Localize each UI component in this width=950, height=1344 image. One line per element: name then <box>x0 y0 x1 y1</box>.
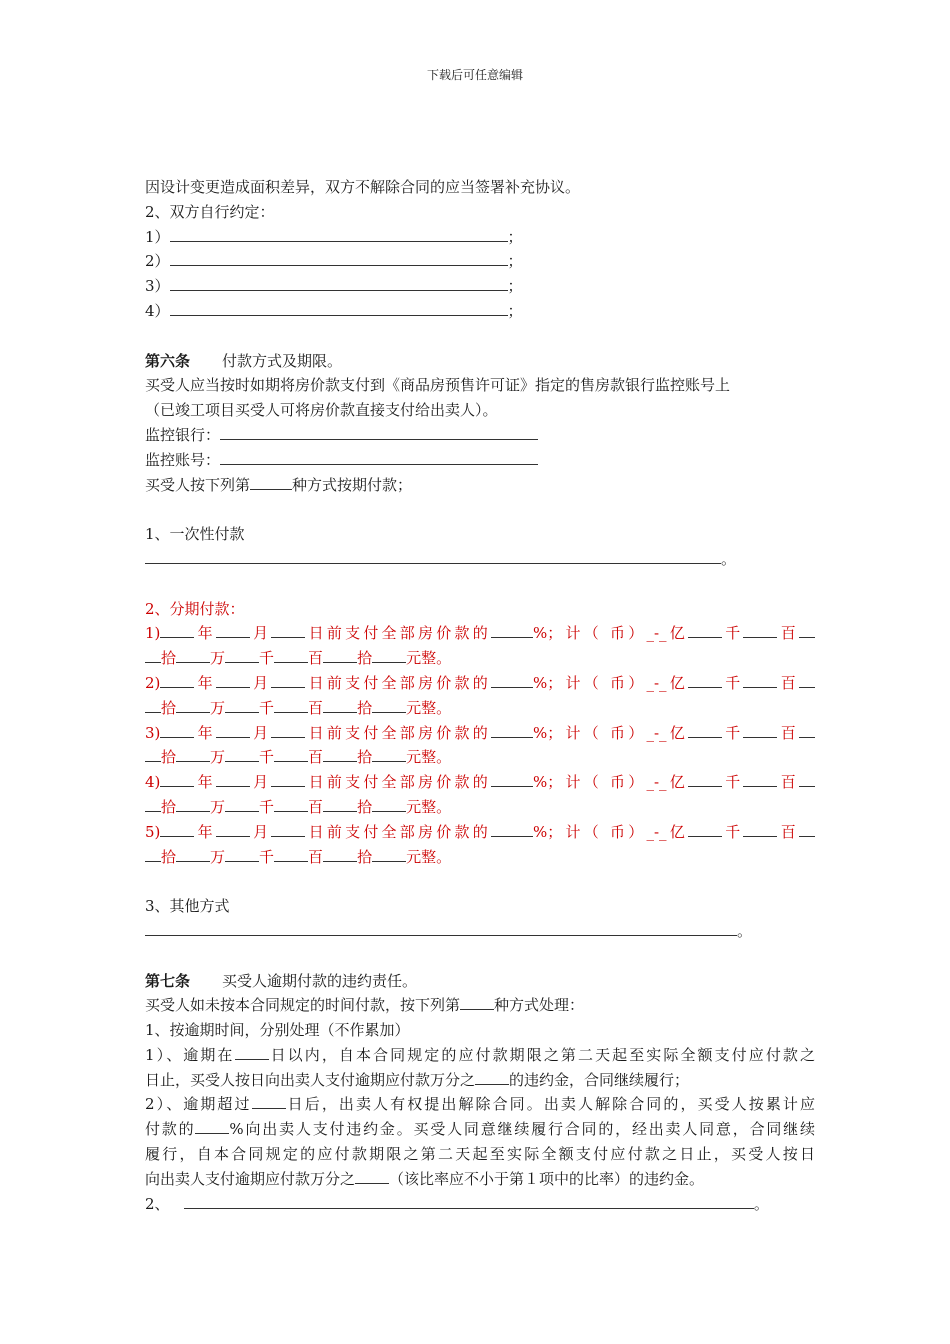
text-fragment: %；计（ <box>532 624 602 643</box>
fill-in-blank <box>170 274 508 291</box>
text-fragment: ； <box>507 301 523 320</box>
article-6-title <box>145 349 815 374</box>
bank-field <box>145 423 815 448</box>
fill-in-blank <box>460 993 494 1010</box>
text-fragment: _-_ <box>646 773 667 792</box>
fill-in-blank <box>323 845 357 862</box>
fill-in-blank <box>688 770 722 787</box>
text-fragment: 亿 <box>666 624 688 643</box>
text-fragment: 的违约金，合同继续履行； <box>509 1070 690 1089</box>
text-fragment: 千 <box>259 748 275 767</box>
fill-in-blank <box>271 721 305 738</box>
fill-in-blank <box>216 621 250 638</box>
fill-in-blank <box>225 646 259 663</box>
text-fragment: 。 <box>753 1194 769 1213</box>
text-fragment: 千 <box>722 673 744 692</box>
fill-in-blank <box>491 770 533 787</box>
text-fragment: 万 <box>210 698 226 717</box>
text-fragment: 元整。 <box>406 748 452 767</box>
document-body <box>145 175 815 1216</box>
fill-in-blank <box>176 795 210 812</box>
fill-in-blank <box>176 646 210 663</box>
text-fragment: 2）、逾期超过 <box>145 1095 252 1114</box>
installment-line-2 <box>145 646 815 671</box>
other-method-blank <box>145 919 815 944</box>
installment-line-2 <box>145 845 815 870</box>
text-fragment: 月 <box>249 624 272 643</box>
agreement-item <box>145 299 815 324</box>
text-fragment: 币） <box>609 723 647 742</box>
installment-line <box>145 671 815 696</box>
text-fragment: 拾 <box>357 748 373 767</box>
text-fragment: %；计（ <box>532 822 602 841</box>
fill-in-blank <box>271 671 305 688</box>
fill-in-blank <box>235 1043 269 1060</box>
intro-line: 因设计变更造成面积差异，双方不解除合同的应当签署补充协议。 <box>145 178 581 196</box>
text-fragment: 月 <box>249 673 272 692</box>
fill-in-blank <box>220 448 538 465</box>
text-fragment: 日前支付全部房价款的 <box>305 673 491 692</box>
fill-in-blank <box>372 745 406 762</box>
text-fragment: 千 <box>259 649 275 668</box>
text-fragment: 百 <box>777 723 799 742</box>
fill-in-blank <box>216 820 250 837</box>
text-fragment: 万 <box>210 649 226 668</box>
text-fragment: _-_ <box>646 673 667 692</box>
text-fragment: ； <box>507 227 523 246</box>
fill-in-blank <box>184 1192 754 1209</box>
text-fragment: 2） <box>145 252 170 271</box>
text-fragment: 年 <box>194 723 216 742</box>
installment-line-2 <box>145 745 815 770</box>
article-6-para: 买受人应当按时如期将房价款支付到《商品房预售许可证》指定的售房款银行监控账号上 <box>145 376 731 395</box>
text-fragment: 拾 <box>357 698 373 717</box>
text-fragment: 百 <box>308 847 324 866</box>
installment-line <box>145 621 815 646</box>
fill-in-blank <box>372 795 406 812</box>
fill-in-blank <box>252 1092 286 1109</box>
fill-in-blank <box>274 696 308 713</box>
fill-in-blank <box>271 621 305 638</box>
text-fragment: 拾 <box>161 649 177 668</box>
text-fragment: %；计（ <box>532 723 602 742</box>
fill-in-blank <box>176 845 210 862</box>
fill-in-blank <box>176 696 210 713</box>
text-fragment: 币） <box>609 822 647 841</box>
text-fragment: 1）、逾期在 <box>145 1045 235 1064</box>
article-7-para: 1、按逾期时间，分别处理（不作累加） <box>145 1021 410 1040</box>
text-fragment: _-_ <box>646 624 667 643</box>
text-fragment: %向出卖人支付违约金。买受人同意继续履行合同的，经出卖人同意，合同继续 <box>229 1120 815 1139</box>
text-fragment: 百 <box>777 773 799 792</box>
fill-in-blank <box>160 721 194 738</box>
text-fragment: 万 <box>210 748 226 767</box>
agreement-item <box>145 249 815 274</box>
text-fragment: 拾 <box>357 797 373 816</box>
fill-in-blank <box>799 621 815 638</box>
fill-in-blank <box>323 646 357 663</box>
fill-in-blank <box>274 795 308 812</box>
text-fragment: 币） <box>609 773 647 792</box>
fill-in-blank <box>323 745 357 762</box>
text-fragment: 万 <box>210 797 226 816</box>
fill-in-blank <box>195 1117 229 1134</box>
agreement-item <box>145 274 815 299</box>
fill-in-blank <box>216 721 250 738</box>
other-method-heading: 3、其他方式 <box>145 897 230 916</box>
article-6-para: （已竣工项目买受人可将房价款直接支付给出卖人）。 <box>145 401 498 420</box>
article-7-para: 履行，自本合同规定的应付款期限之第二天起至实际全额支付应付款之日止，买受人按日 <box>145 1145 815 1164</box>
text-fragment: 日前支付全部房价款的 <box>305 773 491 792</box>
installment-line <box>145 721 815 746</box>
fill-in-blank <box>688 621 722 638</box>
fill-in-blank <box>216 770 250 787</box>
text-fragment: 日以内，自本合同规定的应付款期限之第二天起至实际全额支付应付款之 <box>268 1045 815 1064</box>
installments <box>145 597 815 870</box>
text-fragment: 亿 <box>666 822 688 841</box>
fill-in-blank <box>491 721 533 738</box>
text-fragment: 万 <box>210 847 226 866</box>
agreement-item <box>145 225 815 250</box>
text-fragment: 拾 <box>161 847 177 866</box>
fill-in-blank <box>274 745 308 762</box>
text-fragment: 月 <box>249 773 272 792</box>
text-fragment: 千 <box>722 723 744 742</box>
fill-in-blank <box>145 547 721 564</box>
text-fragment: 1) <box>145 624 161 643</box>
page-header: 下载后可任意编辑 <box>426 68 523 82</box>
fill-in-blank <box>372 696 406 713</box>
text-fragment: ； <box>507 252 523 271</box>
lump-sum-heading: 1、一次性付款 <box>145 525 245 544</box>
fill-in-blank <box>688 671 722 688</box>
fill-in-blank <box>274 646 308 663</box>
fill-in-blank <box>160 671 194 688</box>
text-fragment: 付款的 <box>145 1120 196 1139</box>
text-fragment: 元整。 <box>406 698 452 717</box>
text-fragment: 4) <box>145 773 161 792</box>
text-fragment: 拾 <box>161 797 177 816</box>
text-fragment: 千 <box>722 822 744 841</box>
fill-in-blank <box>170 225 508 242</box>
fill-in-blank <box>743 770 777 787</box>
fill-in-blank <box>216 671 250 688</box>
fill-in-blank <box>145 745 161 762</box>
fill-in-blank <box>145 696 161 713</box>
text-fragment: 买受人如未按本合同规定的时间付款，按下列第 <box>145 996 461 1015</box>
installment-line <box>145 770 815 795</box>
text-fragment: 亿 <box>666 673 688 692</box>
article-7-para <box>145 1068 815 1093</box>
fill-in-blank <box>491 621 533 638</box>
article-7-para <box>145 993 815 1018</box>
fill-in-blank <box>799 721 815 738</box>
text-fragment: 百 <box>308 698 324 717</box>
text-fragment: （该比率应不小于第１项中的比率）的违约金。 <box>389 1169 705 1188</box>
fill-in-blank <box>271 770 305 787</box>
text-fragment: 千 <box>722 773 744 792</box>
payment-method-line <box>145 473 815 498</box>
fill-in-blank <box>372 646 406 663</box>
text-fragment: _-_ <box>646 723 667 742</box>
fill-in-blank <box>743 621 777 638</box>
text-fragment: 千 <box>722 624 744 643</box>
text-fragment: 日前支付全部房价款的 <box>305 723 491 742</box>
text-fragment: %；计（ <box>532 773 602 792</box>
spacer <box>145 869 815 894</box>
text-fragment: 元整。 <box>406 797 452 816</box>
fill-in-blank <box>145 646 161 663</box>
fill-in-blank <box>799 820 815 837</box>
fill-in-blank <box>323 795 357 812</box>
text-fragment: 千 <box>259 797 275 816</box>
article-7-para <box>145 1167 815 1192</box>
text-fragment: 日后，出卖人有权提出解除合同。出卖人解除合同的，买受人按累计应 <box>285 1095 815 1114</box>
fill-in-blank <box>491 671 533 688</box>
text-fragment: 月 <box>249 723 272 742</box>
installment-line-2 <box>145 795 815 820</box>
text-fragment: _-_ <box>646 822 667 841</box>
fill-in-blank <box>170 299 508 316</box>
text-fragment: 月 <box>249 822 272 841</box>
text-fragment: 年 <box>194 673 216 692</box>
text-fragment: 向出卖人支付逾期应付款万分之 <box>145 1169 356 1188</box>
fill-in-blank <box>145 919 737 936</box>
text-fragment: 年 <box>194 773 216 792</box>
text-fragment: 元整。 <box>406 649 452 668</box>
text-fragment: 千 <box>259 847 275 866</box>
text-fragment: 亿 <box>666 723 688 742</box>
article-7-para <box>145 1092 815 1117</box>
fill-in-blank <box>355 1167 389 1184</box>
text-fragment: 4） <box>145 301 170 320</box>
text-fragment: ； <box>507 277 523 296</box>
fill-in-blank <box>743 721 777 738</box>
spacer <box>145 944 815 969</box>
text-fragment: 种方式处理： <box>494 996 585 1015</box>
text-fragment: 拾 <box>161 748 177 767</box>
lump-sum-blank <box>145 547 815 572</box>
text-fragment: 第七条 <box>145 971 191 990</box>
text-fragment: 币） <box>609 624 647 643</box>
text-fragment: 5) <box>145 822 161 841</box>
fill-in-blank <box>225 745 259 762</box>
text-fragment: 监控银行： <box>145 425 221 444</box>
intro-subhead: 2、双方自行约定： <box>145 202 275 221</box>
article-7-item-2 <box>145 1192 815 1217</box>
text-fragment: 2、 <box>145 1194 170 1213</box>
spacer <box>145 572 815 597</box>
fill-in-blank <box>688 721 722 738</box>
text-fragment: 千 <box>259 698 275 717</box>
spacer <box>145 497 815 522</box>
fill-in-blank <box>271 820 305 837</box>
spacer <box>145 324 815 349</box>
text-fragment: 年 <box>194 624 216 643</box>
text-fragment: 百 <box>777 624 799 643</box>
text-fragment: 买受人逾期付款的违约责任。 <box>222 971 418 990</box>
text-fragment: 拾 <box>357 649 373 668</box>
text-fragment: 拾 <box>161 698 177 717</box>
text-fragment: 3） <box>145 277 170 296</box>
fill-in-blank <box>372 845 406 862</box>
text-fragment: 付款方式及期限。 <box>222 351 343 370</box>
account-field <box>145 448 815 473</box>
fill-in-blank <box>491 820 533 837</box>
article-7-para <box>145 1043 815 1068</box>
fill-in-blank <box>743 820 777 837</box>
fill-in-blank <box>225 795 259 812</box>
fill-in-blank <box>170 249 508 266</box>
fill-in-blank <box>250 473 292 490</box>
text-fragment: 日前支付全部房价款的 <box>305 624 491 643</box>
text-fragment: 元整。 <box>406 847 452 866</box>
text-fragment: 1） <box>145 227 170 246</box>
text-fragment: 亿 <box>666 773 688 792</box>
text-fragment: 种方式按期付款； <box>292 475 413 494</box>
text-fragment: 买受人按下列第 <box>145 475 251 494</box>
text-fragment: 日止，买受人按日向出卖人支付逾期应付款万分之 <box>145 1070 476 1089</box>
text-fragment: %；计（ <box>532 673 602 692</box>
fill-in-blank <box>225 845 259 862</box>
fill-in-blank <box>220 423 538 440</box>
fill-in-blank <box>743 671 777 688</box>
installment-line-2 <box>145 696 815 721</box>
text-fragment: 日前支付全部房价款的 <box>305 822 491 841</box>
article-7-para <box>145 1117 815 1142</box>
text-fragment: 币） <box>609 673 647 692</box>
fill-in-blank <box>688 820 722 837</box>
text-fragment: 百 <box>777 822 799 841</box>
fill-in-blank <box>145 845 161 862</box>
text-fragment: 拾 <box>357 847 373 866</box>
fill-in-blank <box>145 795 161 812</box>
text-fragment: 监控账号： <box>145 450 221 469</box>
fill-in-blank <box>274 845 308 862</box>
text-fragment: 。 <box>737 921 753 940</box>
text-fragment: 2) <box>145 673 161 692</box>
text-fragment: 百 <box>308 797 324 816</box>
text-fragment: 3) <box>145 723 161 742</box>
fill-in-blank <box>225 696 259 713</box>
installment-line <box>145 820 815 845</box>
fill-in-blank <box>475 1068 509 1085</box>
text-fragment: 百 <box>777 673 799 692</box>
text-fragment: 百 <box>308 748 324 767</box>
text-fragment: 第六条 <box>145 351 191 370</box>
fill-in-blank <box>799 671 815 688</box>
fill-in-blank <box>799 770 815 787</box>
fill-in-blank <box>160 621 194 638</box>
text-fragment: 。 <box>721 549 737 568</box>
text-fragment: 百 <box>308 649 324 668</box>
fill-in-blank <box>323 696 357 713</box>
fill-in-blank <box>176 745 210 762</box>
text-fragment: 年 <box>194 822 216 841</box>
fill-in-blank <box>160 820 194 837</box>
article-7-title <box>145 969 815 994</box>
installment-heading: 2、分期付款： <box>145 599 245 618</box>
fill-in-blank <box>160 770 194 787</box>
